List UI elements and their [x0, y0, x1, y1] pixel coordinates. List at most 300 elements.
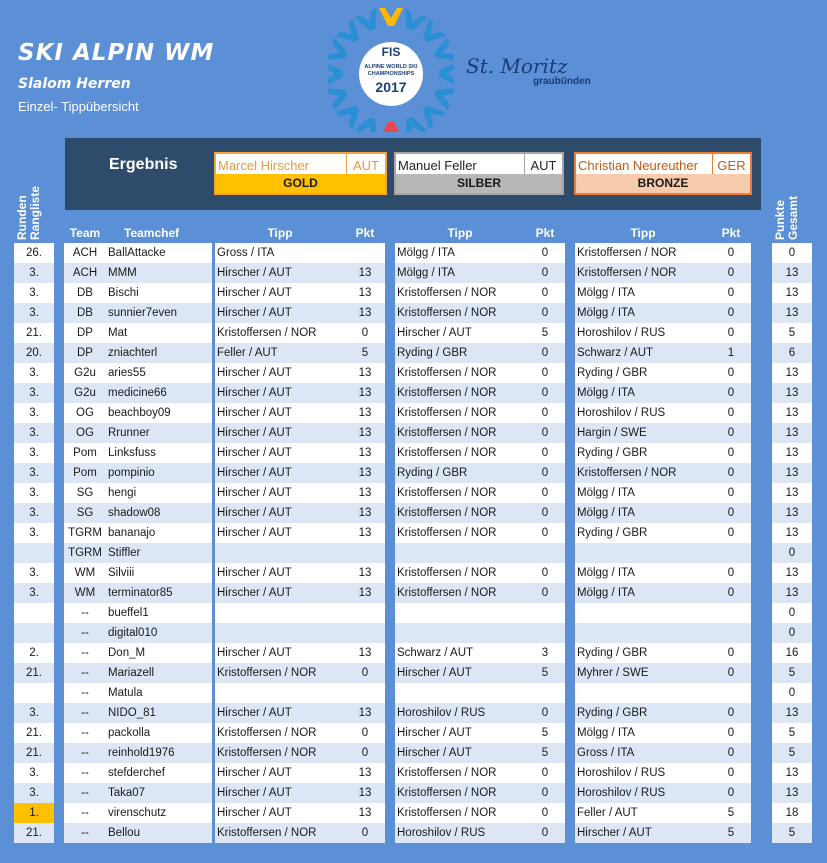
team-cell: OG — [64, 403, 106, 423]
team-cell: Pom — [64, 463, 106, 483]
tipp-2-cell: Kristoffersen / NOR — [395, 563, 525, 583]
table-row — [0, 403, 827, 423]
team-cell: G2u — [64, 363, 106, 383]
table-row — [0, 343, 827, 363]
table-row — [0, 463, 827, 483]
tipp-2-cell: Kristoffersen / NOR — [395, 363, 525, 383]
table-row — [0, 483, 827, 503]
rank-cell: 3. — [14, 363, 54, 383]
rank-cell: 2. — [14, 643, 54, 663]
teamchef-cell: Mat — [106, 323, 212, 343]
total-cell: 0 — [772, 243, 812, 263]
pkt-3-cell — [711, 603, 751, 623]
svg-text:2017: 2017 — [375, 79, 407, 95]
header-pkt-3: Pkt — [721, 226, 741, 240]
tipp-2-cell: Hirscher / AUT — [395, 723, 525, 743]
total-cell: 13 — [772, 303, 812, 323]
tipp-2-cell: Kristoffersen / NOR — [395, 423, 525, 443]
pkt-3-cell: 0 — [711, 723, 751, 743]
rank-cell: 21. — [14, 723, 54, 743]
header-teamchef: Teamchef — [124, 226, 180, 240]
pkt-3-cell: 0 — [711, 583, 751, 603]
team-cell: ACH — [64, 263, 106, 283]
table-row — [0, 723, 827, 743]
tipp-1-cell: Hirscher / AUT — [215, 643, 345, 663]
rank-cell: 3. — [14, 283, 54, 303]
pkt-1-cell: 13 — [345, 503, 385, 523]
pkt-2-cell: 0 — [525, 783, 565, 803]
pkt-1-cell: 13 — [345, 803, 385, 823]
tipp-1-cell: Hirscher / AUT — [215, 303, 345, 323]
svg-text:CHAMPIONSHIPS: CHAMPIONSHIPS — [367, 71, 415, 77]
total-cell: 6 — [772, 343, 812, 363]
pkt-2-cell: 0 — [525, 563, 565, 583]
teamchef-cell: bueffel1 — [106, 603, 212, 623]
tipp-1-cell — [215, 543, 345, 563]
tipp-3-cell — [575, 623, 711, 643]
pkt-2-cell: 0 — [525, 583, 565, 603]
tipp-3-cell: Horoshilov / RUS — [575, 403, 711, 423]
table-row — [0, 423, 827, 443]
tipp-1-cell: Kristoffersen / NOR — [215, 323, 345, 343]
rank-cell: 3. — [14, 383, 54, 403]
pkt-3-cell: 0 — [711, 243, 751, 263]
tipp-1-cell: Hirscher / AUT — [215, 483, 345, 503]
pkt-2-cell: 0 — [525, 443, 565, 463]
bronze-name: Christian Neureuther — [576, 154, 713, 178]
tipp-1-cell: Kristoffersen / NOR — [215, 743, 345, 763]
teamchef-cell: Mariazell — [106, 663, 212, 683]
tipp-2-cell: Kristoffersen / NOR — [395, 503, 525, 523]
tipp-2-cell: Kristoffersen / NOR — [395, 403, 525, 423]
tipp-1-cell: Kristoffersen / NOR — [215, 823, 345, 843]
fis-championship-logo-icon — [328, 8, 454, 132]
pkt-2-cell: 0 — [525, 263, 565, 283]
tipp-1-cell: Hirscher / AUT — [215, 283, 345, 303]
total-cell: 5 — [772, 323, 812, 343]
pkt-2-cell: 0 — [525, 703, 565, 723]
header-tipp-3: Tipp — [630, 226, 656, 240]
rank-cell: 3. — [14, 423, 54, 443]
pkt-3-cell: 0 — [711, 763, 751, 783]
pkt-1-cell: 13 — [345, 383, 385, 403]
tipp-3-cell: Mölgg / ITA — [575, 723, 711, 743]
table-row — [0, 243, 827, 263]
rank-cell — [14, 603, 54, 623]
total-cell: 13 — [772, 403, 812, 423]
teamchef-cell: aries55 — [106, 363, 212, 383]
gold-band: GOLD — [216, 174, 385, 193]
tipp-3-cell: Mölgg / ITA — [575, 563, 711, 583]
pkt-3-cell — [711, 683, 751, 703]
pkt-3-cell: 0 — [711, 663, 751, 683]
rank-cell: 3. — [14, 263, 54, 283]
pkt-1-cell: 13 — [345, 523, 385, 543]
tipp-1-cell: Gross / ITA — [215, 243, 345, 263]
pkt-1-cell — [345, 623, 385, 643]
team-cell: ACH — [64, 243, 106, 263]
pkt-3-cell: 0 — [711, 323, 751, 343]
header-tipp-2: Tipp — [447, 226, 473, 240]
pkt-1-cell — [345, 243, 385, 263]
page-subtitle: Slalom Herren — [18, 76, 131, 92]
tipp-2-cell — [395, 543, 525, 563]
pkt-2-cell: 0 — [525, 283, 565, 303]
tipp-2-cell: Kristoffersen / NOR — [395, 763, 525, 783]
pkt-3-cell: 0 — [711, 263, 751, 283]
total-cell: 5 — [772, 723, 812, 743]
table-row — [0, 523, 827, 543]
table-row — [0, 323, 827, 343]
rank-cell: 21. — [14, 663, 54, 683]
pkt-1-cell: 13 — [345, 423, 385, 443]
bronze-nation: GER — [713, 154, 750, 178]
total-cell: 13 — [772, 503, 812, 523]
page-title: SKI ALPIN WM — [18, 40, 215, 66]
teamchef-cell: shadow08 — [106, 503, 212, 523]
pkt-2-cell: 0 — [525, 503, 565, 523]
teamchef-cell: terminator85 — [106, 583, 212, 603]
table-row — [0, 603, 827, 623]
tipp-3-cell: Hargin / SWE — [575, 423, 711, 443]
pkt-2-cell: 0 — [525, 403, 565, 423]
team-cell: -- — [64, 783, 106, 803]
tipp-1-cell: Hirscher / AUT — [215, 563, 345, 583]
table-row — [0, 683, 827, 703]
tipp-2-cell — [395, 623, 525, 643]
tipp-3-cell: Gross / ITA — [575, 743, 711, 763]
header-rank: Runden Rangliste — [15, 185, 42, 240]
pkt-1-cell: 13 — [345, 703, 385, 723]
pkt-2-cell — [525, 683, 565, 703]
pkt-3-cell: 5 — [711, 803, 751, 823]
teamchef-cell: Bellou — [106, 823, 212, 843]
tipp-3-cell: Kristoffersen / NOR — [575, 243, 711, 263]
rank-cell: 3. — [14, 483, 54, 503]
pkt-2-cell: 0 — [525, 523, 565, 543]
teamchef-cell: digital010 — [106, 623, 212, 643]
tipp-2-cell: Hirscher / AUT — [395, 663, 525, 683]
rank-cell: 20. — [14, 343, 54, 363]
teamchef-cell: BallAttacke — [106, 243, 212, 263]
pkt-1-cell: 13 — [345, 483, 385, 503]
rank-cell: 3. — [14, 583, 54, 603]
pkt-1-cell: 13 — [345, 783, 385, 803]
tipp-1-cell: Kristoffersen / NOR — [215, 723, 345, 743]
pkt-2-cell: 5 — [525, 723, 565, 743]
tipp-1-cell: Feller / AUT — [215, 343, 345, 363]
tipp-1-cell: Hirscher / AUT — [215, 363, 345, 383]
pkt-3-cell: 0 — [711, 303, 751, 323]
pkt-1-cell: 5 — [345, 343, 385, 363]
tipp-2-cell: Kristoffersen / NOR — [395, 383, 525, 403]
pkt-3-cell: 5 — [711, 823, 751, 843]
tipp-1-cell: Hirscher / AUT — [215, 763, 345, 783]
pkt-1-cell: 13 — [345, 643, 385, 663]
teamchef-cell: virenschutz — [106, 803, 212, 823]
rank-cell: 3. — [14, 783, 54, 803]
teamchef-cell: Stiffler — [106, 543, 212, 563]
gold-medal-box — [214, 152, 387, 195]
team-cell: SG — [64, 483, 106, 503]
total-cell: 13 — [772, 363, 812, 383]
rank-cell: 3. — [14, 523, 54, 543]
team-cell: -- — [64, 703, 106, 723]
rank-cell — [14, 683, 54, 703]
table-row — [0, 763, 827, 783]
table-row — [0, 263, 827, 283]
tipp-3-cell: Ryding / GBR — [575, 443, 711, 463]
rank-cell: 21. — [14, 823, 54, 843]
pkt-2-cell: 0 — [525, 383, 565, 403]
table-row — [0, 543, 827, 563]
rank-cell: 3. — [14, 563, 54, 583]
pkt-3-cell — [711, 623, 751, 643]
pkt-1-cell: 13 — [345, 363, 385, 383]
pkt-3-cell: 0 — [711, 463, 751, 483]
table-row — [0, 823, 827, 843]
pkt-2-cell — [525, 623, 565, 643]
tipp-3-cell: Mölgg / ITA — [575, 483, 711, 503]
team-cell: TGRM — [64, 523, 106, 543]
tipp-1-cell: Kristoffersen / NOR — [215, 663, 345, 683]
tipp-2-cell: Horoshilov / RUS — [395, 703, 525, 723]
teamchef-cell: Taka07 — [106, 783, 212, 803]
pkt-1-cell — [345, 603, 385, 623]
total-cell: 13 — [772, 783, 812, 803]
tipp-1-cell: Hirscher / AUT — [215, 443, 345, 463]
pkt-1-cell: 0 — [345, 823, 385, 843]
pkt-3-cell: 0 — [711, 643, 751, 663]
rank-cell: 3. — [14, 763, 54, 783]
result-panel — [65, 138, 761, 210]
total-cell: 13 — [772, 763, 812, 783]
teamchef-cell: Don_M — [106, 643, 212, 663]
rank-cell: 3. — [14, 303, 54, 323]
pkt-3-cell — [711, 543, 751, 563]
team-cell: WM — [64, 563, 106, 583]
tipp-2-cell: Horoshilov / RUS — [395, 823, 525, 843]
gold-name: Marcel Hirscher — [216, 154, 347, 178]
header-total: Punkte Gesamt — [773, 195, 800, 240]
tipp-2-cell: Kristoffersen / NOR — [395, 443, 525, 463]
silver-nation: AUT — [525, 154, 562, 178]
total-cell: 5 — [772, 743, 812, 763]
teamchef-cell: stefderchef — [106, 763, 212, 783]
rank-cell: 3. — [14, 703, 54, 723]
table-row — [0, 583, 827, 603]
pkt-2-cell — [525, 543, 565, 563]
tipp-2-cell: Kristoffersen / NOR — [395, 283, 525, 303]
table-row — [0, 643, 827, 663]
tipp-3-cell — [575, 683, 711, 703]
total-cell: 0 — [772, 683, 812, 703]
rank-cell: 1. — [14, 803, 54, 823]
tipp-3-cell: Mölgg / ITA — [575, 283, 711, 303]
tipp-3-cell: Ryding / GBR — [575, 703, 711, 723]
team-cell: DB — [64, 283, 106, 303]
total-cell: 13 — [772, 263, 812, 283]
tipp-3-cell: Horoshilov / RUS — [575, 763, 711, 783]
total-cell: 16 — [772, 643, 812, 663]
bronze-band: BRONZE — [576, 174, 750, 193]
pkt-1-cell — [345, 683, 385, 703]
tipp-3-cell — [575, 603, 711, 623]
rank-cell: 26. — [14, 243, 54, 263]
tipp-2-cell: Kristoffersen / NOR — [395, 303, 525, 323]
team-cell: -- — [64, 603, 106, 623]
teamchef-cell: Linksfuss — [106, 443, 212, 463]
tipp-3-cell: Kristoffersen / NOR — [575, 263, 711, 283]
team-cell: TGRM — [64, 543, 106, 563]
pkt-1-cell: 13 — [345, 263, 385, 283]
tipp-2-cell: Mölgg / ITA — [395, 263, 525, 283]
table-row — [0, 623, 827, 643]
teamchef-cell: Rrunner — [106, 423, 212, 443]
pkt-1-cell: 13 — [345, 563, 385, 583]
team-cell: -- — [64, 743, 106, 763]
tipp-1-cell: Hirscher / AUT — [215, 503, 345, 523]
teamchef-cell: sunnier7even — [106, 303, 212, 323]
tipp-1-cell: Hirscher / AUT — [215, 463, 345, 483]
tipp-2-cell — [395, 603, 525, 623]
team-cell: -- — [64, 683, 106, 703]
tipp-1-cell: Hirscher / AUT — [215, 383, 345, 403]
team-cell: WM — [64, 583, 106, 603]
table-row — [0, 503, 827, 523]
pkt-1-cell: 13 — [345, 403, 385, 423]
rank-cell: 21. — [14, 323, 54, 343]
table-row — [0, 743, 827, 763]
table-row — [0, 283, 827, 303]
pkt-2-cell: 0 — [525, 463, 565, 483]
team-cell: -- — [64, 643, 106, 663]
pkt-1-cell: 13 — [345, 463, 385, 483]
tipp-1-cell — [215, 603, 345, 623]
pkt-1-cell: 13 — [345, 283, 385, 303]
tipp-1-cell — [215, 683, 345, 703]
tipp-1-cell: Hirscher / AUT — [215, 703, 345, 723]
pkt-1-cell: 0 — [345, 743, 385, 763]
tipp-2-cell: Hirscher / AUT — [395, 743, 525, 763]
teamchef-cell: zniachterl — [106, 343, 212, 363]
teamchef-cell: beachboy09 — [106, 403, 212, 423]
total-cell: 13 — [772, 283, 812, 303]
pkt-3-cell: 0 — [711, 363, 751, 383]
result-label: Ergebnis — [109, 156, 178, 173]
header-team: Team — [69, 226, 101, 240]
table-row — [0, 803, 827, 823]
tipp-3-cell: Mölgg / ITA — [575, 503, 711, 523]
total-cell: 0 — [772, 543, 812, 563]
tipp-3-cell: Feller / AUT — [575, 803, 711, 823]
tipp-1-cell: Hirscher / AUT — [215, 583, 345, 603]
bronze-medal-box — [574, 152, 752, 195]
tipp-2-cell: Schwarz / AUT — [395, 643, 525, 663]
tipp-3-cell: Hirscher / AUT — [575, 823, 711, 843]
team-cell: SG — [64, 503, 106, 523]
pkt-1-cell: 0 — [345, 723, 385, 743]
pkt-3-cell: 0 — [711, 743, 751, 763]
total-cell: 5 — [772, 663, 812, 683]
tipp-3-cell: Mölgg / ITA — [575, 583, 711, 603]
total-cell: 13 — [772, 563, 812, 583]
tipp-3-cell: Horoshilov / RUS — [575, 783, 711, 803]
graubuenden-logo: graubünden — [533, 76, 591, 87]
teamchef-cell: Bischi — [106, 283, 212, 303]
page-description: Einzel- Tippübersicht — [18, 99, 139, 114]
pkt-3-cell: 0 — [711, 403, 751, 423]
pkt-1-cell: 0 — [345, 323, 385, 343]
tipp-2-cell: Hirscher / AUT — [395, 323, 525, 343]
rank-cell: 3. — [14, 463, 54, 483]
tipp-3-cell: Mölgg / ITA — [575, 383, 711, 403]
pkt-3-cell: 0 — [711, 523, 751, 543]
pkt-2-cell: 0 — [525, 803, 565, 823]
rank-cell: 3. — [14, 443, 54, 463]
table-row — [0, 303, 827, 323]
tipp-1-cell — [215, 623, 345, 643]
pkt-2-cell: 0 — [525, 243, 565, 263]
tipp-3-cell: Myhrer / SWE — [575, 663, 711, 683]
silver-band: SILBER — [396, 174, 562, 193]
total-cell: 13 — [772, 523, 812, 543]
pkt-3-cell: 0 — [711, 423, 751, 443]
tipp-2-cell: Mölgg / ITA — [395, 243, 525, 263]
tipp-2-cell: Ryding / GBR — [395, 463, 525, 483]
teamchef-cell: bananajo — [106, 523, 212, 543]
team-cell: -- — [64, 723, 106, 743]
pkt-1-cell: 13 — [345, 303, 385, 323]
gold-nation: AUT — [347, 154, 385, 178]
tipp-3-cell: Ryding / GBR — [575, 363, 711, 383]
pkt-3-cell: 0 — [711, 283, 751, 303]
pkt-2-cell: 5 — [525, 663, 565, 683]
total-cell: 13 — [772, 583, 812, 603]
team-cell: OG — [64, 423, 106, 443]
team-cell: DB — [64, 303, 106, 323]
svg-text:ALPINE WORLD SKI: ALPINE WORLD SKI — [364, 64, 418, 70]
table-row — [0, 783, 827, 803]
pkt-2-cell: 0 — [525, 823, 565, 843]
pkt-3-cell: 0 — [711, 703, 751, 723]
tipp-2-cell: Kristoffersen / NOR — [395, 483, 525, 503]
tipp-3-cell — [575, 543, 711, 563]
tipp-1-cell: Hirscher / AUT — [215, 783, 345, 803]
pkt-2-cell: 5 — [525, 323, 565, 343]
tipp-3-cell: Ryding / GBR — [575, 523, 711, 543]
pkt-3-cell: 0 — [711, 483, 751, 503]
team-cell: -- — [64, 623, 106, 643]
header-pkt-1: Pkt — [355, 226, 375, 240]
pkt-2-cell: 3 — [525, 643, 565, 663]
team-cell: -- — [64, 803, 106, 823]
st-moritz-logo: St. Moritz — [466, 54, 568, 78]
tipp-3-cell: Kristoffersen / NOR — [575, 463, 711, 483]
pkt-1-cell: 0 — [345, 663, 385, 683]
total-cell: 13 — [772, 703, 812, 723]
silver-medal-box — [394, 152, 564, 195]
silver-name: Manuel Feller — [396, 154, 525, 178]
teamchef-cell: NIDO_81 — [106, 703, 212, 723]
pkt-3-cell: 0 — [711, 783, 751, 803]
tipp-3-cell: Schwarz / AUT — [575, 343, 711, 363]
teamchef-cell: packolla — [106, 723, 212, 743]
tipp-1-cell: Hirscher / AUT — [215, 403, 345, 423]
team-cell: -- — [64, 763, 106, 783]
teamchef-cell: Matula — [106, 683, 212, 703]
team-cell: G2u — [64, 383, 106, 403]
